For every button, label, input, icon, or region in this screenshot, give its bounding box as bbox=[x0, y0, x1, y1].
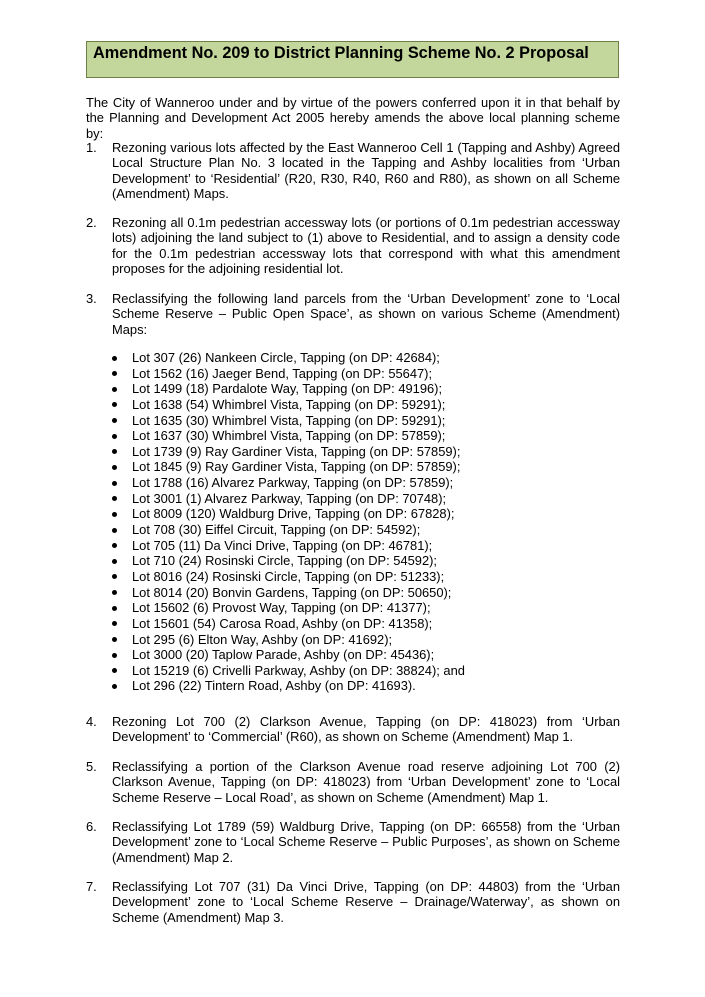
lot-list-item: Lot 3000 (20) Taplow Parade, Ashby (on DP: 45436); bbox=[112, 647, 612, 663]
item-number: 2. bbox=[86, 215, 97, 230]
item-number: 3. bbox=[86, 291, 97, 306]
lot-list-item: Lot 8014 (20) Bonvin Gardens, Tapping (on DP: 50650); bbox=[112, 585, 612, 601]
lot-list-item: Lot 8016 (24) Rosinski Circle, Tapping (on DP: 51233); bbox=[112, 569, 612, 585]
lot-list-item: Lot 1845 (9) Ray Gardiner Vista, Tapping (on DP: 57859); bbox=[112, 459, 612, 475]
lot-list-item: Lot 1788 (16) Alvarez Parkway, Tapping (on DP: 57859); bbox=[112, 475, 612, 491]
item-text: Rezoning all 0.1m pedestrian accessway lots (or portions of 0.1m pedestrian accessway lots) adjoining the land subject to (1) above to Residential, and to assign a density code for the 0.1m pedestrian accessway lots that correspond with what this amendment proposes for the adjoining residential lot. bbox=[112, 215, 620, 276]
title-banner bbox=[86, 41, 619, 78]
item-text: Reclassifying Lot 1789 (59) Waldburg Drive, Tapping (on DP: 66558) from the ‘Urban Development’ zone to ‘Local Scheme Reserve – Public Purposes’, as shown on Scheme (Amendment) Map 2. bbox=[112, 819, 620, 865]
item-number: 5. bbox=[86, 759, 97, 774]
item-text: Rezoning Lot 700 (2) Clarkson Avenue, Tapping (on DP: 418023) from ‘Urban Development’ to ‘Commercial’ (R60), as shown on Scheme (Amendment) Map 1. bbox=[112, 714, 620, 745]
item-number: 1. bbox=[86, 140, 97, 155]
lot-list-item: Lot 1637 (30) Whimbrel Vista, Tapping (on DP: 57859); bbox=[112, 428, 612, 444]
lot-list-item: Lot 710 (24) Rosinski Circle, Tapping (on DP: 54592); bbox=[112, 553, 612, 569]
item-text: Rezoning various lots affected by the East Wanneroo Cell 1 (Tapping and Ashby) Agreed Local Structure Plan No. 3 located in the Tapping and Ashby localities from ‘Urban Development’ to ‘Residential’ (R20, R30, R40, R60 and R80), as shown on all Scheme (Amendment) Maps. bbox=[112, 140, 620, 201]
lot-list-item: Lot 15601 (54) Carosa Road, Ashby (on DP: 41358); bbox=[112, 616, 612, 632]
lot-list-item: Lot 1562 (16) Jaeger Bend, Tapping (on DP: 55647); bbox=[112, 366, 612, 382]
lot-list bbox=[112, 350, 612, 694]
lot-list-item: Lot 296 (22) Tintern Road, Ashby (on DP: 41693). bbox=[112, 678, 612, 694]
lot-list-item: Lot 295 (6) Elton Way, Ashby (on DP: 41692); bbox=[112, 632, 612, 648]
lot-list-item: Lot 1635 (30) Whimbrel Vista, Tapping (on DP: 59291); bbox=[112, 413, 612, 429]
item-number: 7. bbox=[86, 879, 97, 894]
item-text: Reclassifying the following land parcels from the ‘Urban Development’ zone to ‘Local Scheme Reserve – Public Open Space’, as shown on various Scheme (Amendment) Maps: bbox=[112, 291, 620, 337]
lot-list-item: Lot 708 (30) Eiffel Circuit, Tapping (on DP: 54592); bbox=[112, 522, 612, 538]
item-number: 6. bbox=[86, 819, 97, 834]
intro-paragraph: The City of Wanneroo under and by virtue of the powers conferred upon it in that behalf by the Planning and Development Act 2005 hereby amends the above local planning scheme by: bbox=[86, 95, 620, 141]
lot-list-item: Lot 3001 (1) Alvarez Parkway, Tapping (on DP: 70748); bbox=[112, 491, 612, 507]
lot-list-item: Lot 15219 (6) Crivelli Parkway, Ashby (on DP: 38824); and bbox=[112, 663, 612, 679]
lot-list-item: Lot 705 (11) Da Vinci Drive, Tapping (on DP: 46781); bbox=[112, 538, 612, 554]
item-number: 4. bbox=[86, 714, 97, 729]
item-text: Reclassifying a portion of the Clarkson Avenue road reserve adjoining Lot 700 (2) Clarkson Avenue, Tapping (on DP: 418023) from ‘Urban Development’ zone to ‘Local Scheme Reserve – Local Road’, as shown on Scheme (Amendment) Map 1. bbox=[112, 759, 620, 805]
lot-list-item: Lot 1638 (54) Whimbrel Vista, Tapping (on DP: 59291); bbox=[112, 397, 612, 413]
page-title: Amendment No. 209 to District Planning Scheme No. 2 Proposal bbox=[93, 44, 589, 62]
lot-list-item: Lot 307 (26) Nankeen Circle, Tapping (on DP: 42684); bbox=[112, 350, 612, 366]
lot-list-item: Lot 15602 (6) Provost Way, Tapping (on DP: 41377); bbox=[112, 600, 612, 616]
lot-list-item: Lot 8009 (120) Waldburg Drive, Tapping (on DP: 67828); bbox=[112, 506, 612, 522]
lot-list-item: Lot 1739 (9) Ray Gardiner Vista, Tapping (on DP: 57859); bbox=[112, 444, 612, 460]
item-text: Reclassifying Lot 707 (31) Da Vinci Drive, Tapping (on DP: 44803) from the ‘Urban Development’ zone to ‘Local Scheme Reserve – Drainage/Waterway’, as shown on Scheme (Amendment) Map 3. bbox=[112, 879, 620, 925]
lot-list-item: Lot 1499 (18) Pardalote Way, Tapping (on DP: 49196); bbox=[112, 381, 612, 397]
